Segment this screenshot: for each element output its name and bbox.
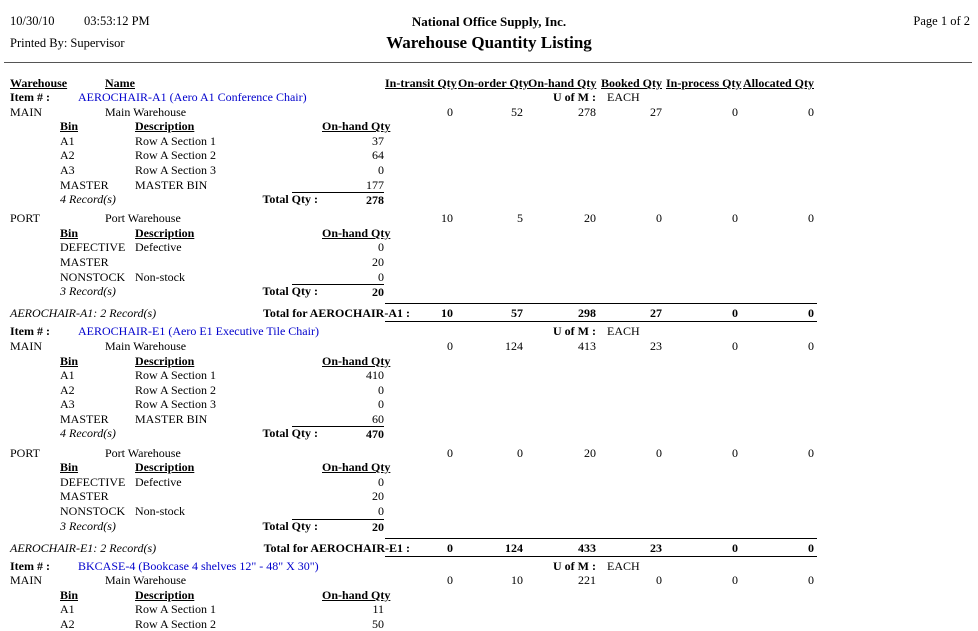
page-number: Page 1 of 2 — [913, 14, 970, 28]
warehouse-on-hand-qty: 278 — [578, 104, 596, 119]
uofm-value: EACH — [607, 558, 640, 573]
warehouse-total-row — [0, 519, 978, 534]
description-col-header: Description — [135, 225, 195, 240]
item-link[interactable]: AEROCHAIR-E1 (Aero E1 Executive Tile Chair) — [78, 324, 319, 339]
total-qty-label: Total Qty : — [262, 192, 318, 207]
bin-row — [0, 412, 978, 427]
warehouse-name: Main Warehouse — [105, 573, 187, 588]
item-total-allocated-qty: 0 — [808, 540, 814, 555]
bin-row — [0, 397, 978, 412]
warehouse-allocated-qty: 0 — [808, 573, 814, 588]
bin-onhand-qty: 11 — [372, 602, 384, 617]
bin-code: A2 — [60, 382, 75, 397]
bin-description: Defective — [135, 474, 182, 489]
bin-row — [0, 148, 978, 163]
bin-onhand-qty: 0 — [378, 382, 384, 397]
col-in-process: In-process Qty — [666, 76, 742, 90]
bin-header-row — [0, 354, 978, 369]
bin-onhand-qty: 410 — [366, 368, 384, 383]
warehouse-on-hand-qty: 20 — [584, 211, 596, 226]
report-date: 10/30/10 — [10, 14, 55, 28]
bin-onhand-qty: 50 — [372, 617, 384, 631]
warehouse-booked-qty: 23 — [650, 338, 662, 353]
warehouse-in-transit-qty: 0 — [447, 338, 453, 353]
bin-row — [0, 178, 978, 193]
onhand-col-header: On-hand Qty — [322, 225, 391, 240]
warehouse-code: PORT — [10, 445, 40, 460]
warehouse-allocated-qty: 0 — [808, 338, 814, 353]
header-rule — [4, 62, 972, 63]
warehouse-name: Main Warehouse — [105, 338, 187, 353]
uofm-value: EACH — [607, 90, 640, 104]
bin-description: Non-stock — [135, 503, 185, 518]
bin-code: A1 — [60, 368, 75, 383]
bin-description: Row A Section 2 — [135, 382, 217, 397]
col-in-transit: In-transit Qty — [385, 76, 457, 90]
warehouse-in-process-qty: 0 — [732, 445, 738, 460]
item-total-in-process-qty: 0 — [732, 306, 738, 321]
bin-record-count: 4 Record(s) — [60, 192, 116, 207]
bin-code: MASTER — [60, 489, 109, 504]
warehouse-name: Port Warehouse — [105, 211, 181, 226]
total-qty-label: Total Qty : — [262, 284, 318, 299]
bin-row — [0, 383, 978, 398]
col-on-hand: On-hand Qty — [528, 76, 597, 90]
item-total-on-order-qty: 124 — [505, 540, 523, 555]
warehouse-allocated-qty: 0 — [808, 211, 814, 226]
bin-col-header: Bin — [60, 353, 79, 368]
uofm-label: U of M : — [553, 324, 596, 339]
description-col-header: Description — [135, 119, 195, 134]
warehouse-on-order-qty: 124 — [505, 338, 523, 353]
item-total-label: Total for AEROCHAIR-A1 : — [262, 306, 410, 321]
bin-description: MASTER BIN — [135, 411, 208, 426]
bin-code: A3 — [60, 397, 75, 412]
item-total-in-transit-qty: 10 — [441, 306, 453, 321]
bin-code: A2 — [60, 617, 75, 631]
item-header-row — [0, 559, 978, 574]
item-total-booked-qty: 23 — [650, 540, 662, 555]
total-qty-value: 20 — [292, 519, 384, 535]
bin-record-count: 4 Record(s) — [60, 426, 116, 441]
warehouse-row — [0, 573, 978, 588]
uofm-label: U of M : — [553, 558, 596, 573]
warehouse-on-order-qty: 5 — [517, 211, 523, 226]
bin-col-header: Bin — [60, 119, 79, 134]
warehouse-booked-qty: 0 — [656, 211, 662, 226]
bin-code: A1 — [60, 133, 75, 148]
bin-row — [0, 270, 978, 285]
bin-onhand-qty: 20 — [372, 489, 384, 504]
warehouse-row — [0, 211, 978, 226]
bin-row — [0, 255, 978, 270]
bin-record-count: 3 Record(s) — [60, 284, 116, 299]
bin-onhand-qty: 177 — [366, 177, 384, 192]
bin-col-header: Bin — [60, 225, 79, 240]
bin-row — [0, 504, 978, 519]
bin-onhand-qty: 64 — [372, 148, 384, 163]
bin-header-row — [0, 588, 978, 603]
bin-row — [0, 240, 978, 255]
description-col-header: Description — [135, 460, 195, 475]
warehouse-total-row — [0, 192, 978, 207]
item-total-row — [0, 538, 978, 557]
total-qty-label: Total Qty : — [262, 518, 318, 533]
total-qty-value: 278 — [292, 192, 384, 208]
bin-description: Row A Section 3 — [135, 162, 217, 177]
warehouse-in-transit-qty: 0 — [447, 104, 453, 119]
item-total-on-hand-qty: 298 — [578, 306, 596, 321]
item-total-rule-bottom — [385, 321, 817, 322]
bin-code: DEFECTIVE — [60, 240, 126, 255]
item-header-row — [0, 90, 978, 105]
bin-description: Defective — [135, 240, 182, 255]
total-qty-label: Total Qty : — [262, 426, 318, 441]
report-body — [0, 90, 978, 631]
bin-description: Row A Section 1 — [135, 368, 217, 383]
bin-description: Row A Section 3 — [135, 397, 217, 412]
item-total-rule-top — [385, 303, 817, 304]
warehouse-allocated-qty: 0 — [808, 104, 814, 119]
report-title: Warehouse Quantity Listing — [386, 33, 592, 52]
bin-header-row — [0, 460, 978, 475]
bin-row — [0, 475, 978, 490]
bin-col-header: Bin — [60, 460, 79, 475]
item-total-in-transit-qty: 0 — [447, 540, 453, 555]
item-number-label: Item # : — [10, 90, 50, 104]
item-number-label: Item # : — [10, 324, 50, 339]
total-qty-value: 20 — [292, 284, 384, 300]
bin-onhand-qty: 0 — [378, 240, 384, 255]
column-header-row — [0, 76, 978, 91]
item-total-allocated-qty: 0 — [808, 306, 814, 321]
bin-row — [0, 617, 978, 631]
bin-onhand-qty: 0 — [378, 503, 384, 518]
bin-code: NONSTOCK — [60, 269, 126, 284]
bin-header-row — [0, 119, 978, 134]
item-record-count: AEROCHAIR-E1: 2 Record(s) — [10, 540, 157, 555]
warehouse-name: Port Warehouse — [105, 445, 181, 460]
warehouse-row — [0, 446, 978, 461]
item-total-rule-bottom — [385, 556, 817, 557]
bin-onhand-qty: 0 — [378, 269, 384, 284]
warehouse-booked-qty: 0 — [656, 445, 662, 460]
bin-onhand-qty: 37 — [372, 133, 384, 148]
bin-record-count: 3 Record(s) — [60, 518, 116, 533]
bin-onhand-qty: 0 — [378, 474, 384, 489]
warehouse-on-order-qty: 0 — [517, 445, 523, 460]
bin-description: Row A Section 1 — [135, 602, 217, 617]
total-qty-value: 470 — [292, 426, 384, 442]
bin-code: A2 — [60, 148, 75, 163]
warehouse-code: MAIN — [10, 338, 42, 353]
bin-code: A3 — [60, 162, 75, 177]
bin-row — [0, 602, 978, 617]
item-total-label: Total for AEROCHAIR-E1 : — [263, 540, 410, 555]
bin-code: MASTER — [60, 177, 109, 192]
warehouse-code: MAIN — [10, 104, 42, 119]
bin-description: Row A Section 2 — [135, 617, 217, 631]
warehouse-on-hand-qty: 221 — [578, 573, 596, 588]
report-time: 03:53:12 PM — [84, 14, 150, 28]
uofm-label: U of M : — [553, 90, 596, 104]
warehouse-in-process-qty: 0 — [732, 211, 738, 226]
item-total-booked-qty: 27 — [650, 306, 662, 321]
item-total-row — [0, 303, 978, 322]
description-col-header: Description — [135, 587, 195, 602]
warehouse-booked-qty: 27 — [650, 104, 662, 119]
warehouse-booked-qty: 0 — [656, 573, 662, 588]
bin-col-header: Bin — [60, 587, 79, 602]
bin-code: MASTER — [60, 411, 109, 426]
item-header-row — [0, 324, 978, 339]
bin-onhand-qty: 0 — [378, 397, 384, 412]
onhand-col-header: On-hand Qty — [322, 353, 391, 368]
col-warehouse: Warehouse — [10, 76, 68, 90]
warehouse-code: PORT — [10, 211, 40, 226]
warehouse-total-row — [0, 426, 978, 441]
bin-row — [0, 489, 978, 504]
bin-code: MASTER — [60, 255, 109, 270]
bin-row — [0, 368, 978, 383]
warehouse-in-process-qty: 0 — [732, 338, 738, 353]
warehouse-on-hand-qty: 20 — [584, 445, 596, 460]
col-allocated: Allocated Qty — [743, 76, 814, 90]
bin-onhand-qty: 0 — [378, 162, 384, 177]
item-number-label: Item # : — [10, 558, 50, 573]
bin-onhand-qty: 60 — [372, 411, 384, 426]
bin-description: Non-stock — [135, 269, 185, 284]
warehouse-on-order-qty: 52 — [511, 104, 523, 119]
item-total-in-process-qty: 0 — [732, 540, 738, 555]
warehouse-row — [0, 339, 978, 354]
item-record-count: AEROCHAIR-A1: 2 Record(s) — [10, 306, 157, 321]
warehouse-in-process-qty: 0 — [732, 573, 738, 588]
warehouse-code: MAIN — [10, 573, 42, 588]
bin-row — [0, 163, 978, 178]
bin-description: Row A Section 1 — [135, 133, 217, 148]
warehouse-allocated-qty: 0 — [808, 445, 814, 460]
warehouse-row — [0, 105, 978, 120]
uofm-value: EACH — [607, 324, 640, 339]
item-total-on-order-qty: 57 — [511, 306, 523, 321]
bin-header-row — [0, 226, 978, 241]
description-col-header: Description — [135, 353, 195, 368]
warehouse-in-transit-qty: 0 — [447, 573, 453, 588]
col-name: Name — [105, 76, 135, 90]
warehouse-total-row — [0, 284, 978, 299]
bin-description: Row A Section 2 — [135, 148, 217, 163]
warehouse-on-order-qty: 10 — [511, 573, 523, 588]
item-link[interactable]: AEROCHAIR-A1 (Aero A1 Conference Chair) — [78, 90, 307, 104]
warehouse-in-process-qty: 0 — [732, 104, 738, 119]
onhand-col-header: On-hand Qty — [322, 587, 391, 602]
warehouse-name: Main Warehouse — [105, 104, 187, 119]
bin-code: DEFECTIVE — [60, 474, 126, 489]
col-on-order: On-order Qty — [458, 76, 529, 90]
item-link[interactable]: BKCASE-4 (Bookcase 4 shelves 12" - 48" X 30") — [78, 558, 319, 573]
bin-code: NONSTOCK — [60, 503, 126, 518]
company-name: National Office Supply, Inc. — [411, 14, 567, 29]
bin-row — [0, 134, 978, 149]
warehouse-in-transit-qty: 0 — [447, 445, 453, 460]
item-total-on-hand-qty: 433 — [578, 540, 596, 555]
onhand-col-header: On-hand Qty — [322, 119, 391, 134]
printed-by: Printed By: Supervisor — [10, 36, 125, 50]
col-booked: Booked Qty — [601, 76, 663, 90]
bin-description: MASTER BIN — [135, 177, 208, 192]
warehouse-in-transit-qty: 10 — [441, 211, 453, 226]
bin-onhand-qty: 20 — [372, 255, 384, 270]
bin-code: A1 — [60, 602, 75, 617]
warehouse-on-hand-qty: 413 — [578, 338, 596, 353]
item-total-rule-top — [385, 538, 817, 539]
onhand-col-header: On-hand Qty — [322, 460, 391, 475]
